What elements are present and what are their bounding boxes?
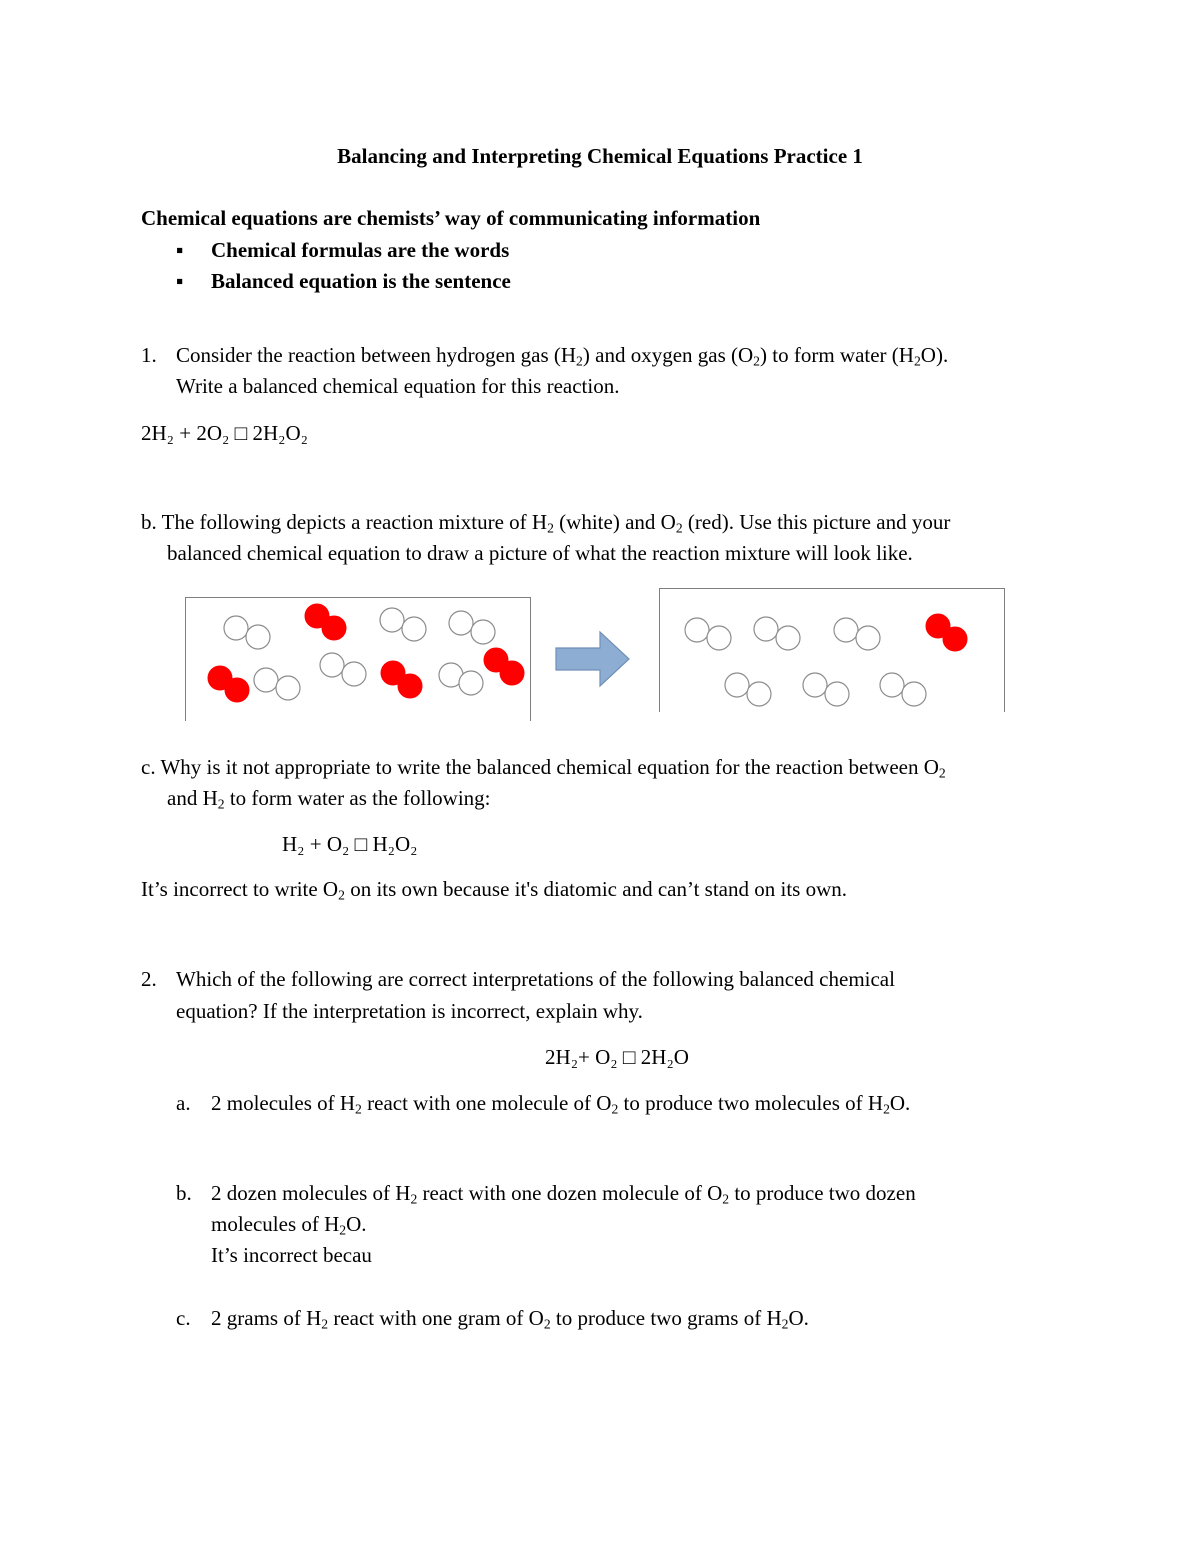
h2-molecule	[224, 616, 270, 649]
h2-molecule	[880, 673, 926, 706]
q1-answer: 2H₂ + 2O₂ □ 2H₂O₂	[141, 421, 308, 445]
h2-molecule	[685, 618, 731, 650]
q2b-text: 2 dozen molecules of $H_2$ react with one dozen molecule of $O_2$ to produce two dozen	[211, 1181, 916, 1207]
h2-molecule	[449, 611, 495, 644]
q2a-text: 2 molecules of $H_2$ react with one molecule of $O_2$ to produce two molecules of $H_2O$.	[211, 1091, 911, 1117]
h2-molecule	[320, 653, 366, 686]
q2a-label: a.	[176, 1091, 191, 1115]
o2-molecule	[305, 604, 346, 640]
bullet-icon: ▪	[176, 238, 184, 262]
q2-equation: 2H₂+ O₂ □ 2H₂O	[545, 1045, 689, 1069]
q1c-answer: It’s incorrect to write $O_2$ on its own because it's diatomic and can’t stand on its own.	[141, 877, 847, 903]
q1b-line-2: balanced chemical equation to draw a picture of what the reaction mixture will look like.	[167, 541, 913, 565]
q2c-text: 2 grams of $H_2$ react with one gram of $O_2$ to produce two grams of $H_2O$.	[211, 1306, 809, 1332]
intro-heading: Chemical equations are chemists’ way of communicating information	[141, 206, 761, 230]
h2-molecule	[254, 668, 300, 700]
q1b-line-1: b. The following depicts a reaction mixture of $H_2$ (white) and $O_2$ (red). Use this picture and your	[141, 510, 951, 536]
h2-molecule	[834, 618, 880, 650]
q2b-line-2: molecules of $H_2O$.	[211, 1212, 367, 1238]
o2-molecule	[208, 666, 249, 702]
o2-molecule	[484, 648, 524, 685]
h2-molecule	[380, 608, 426, 641]
q1-line-1: Consider the reaction between hydrogen gas $(H_2)$ and oxygen gas $(O_2)$ to form water $(H_2O)$.	[176, 343, 949, 369]
page-title: Balancing and Interpreting Chemical Equations Practice 1	[337, 144, 863, 168]
q2-line-2: equation? If the interpretation is incorrect, explain why.	[176, 999, 643, 1023]
h2-molecule	[439, 663, 483, 695]
intro-bullet-1: Chemical formulas are the words	[211, 238, 510, 262]
q2c-label: c.	[176, 1306, 191, 1330]
q2b-label: b.	[176, 1181, 192, 1205]
q1-line-2: Write a balanced chemical equation for this reaction.	[176, 374, 620, 398]
o2-molecule	[381, 661, 422, 698]
h2-molecule	[803, 673, 849, 706]
q1c-line-1: c. Why is it not appropriate to write the balanced chemical equation for the reaction between $O_2$	[141, 755, 946, 781]
q1c-equation: H₂ + O₂ □ H₂O₂	[282, 832, 418, 856]
h2-molecule	[754, 617, 800, 650]
q2b-answer: It’s incorrect becau	[211, 1243, 372, 1267]
q1c-line-2: and $H_2$ to form water as the following:	[167, 786, 491, 812]
q2-number: 2.	[141, 967, 157, 991]
reaction-diagram	[0, 0, 1200, 760]
q2-line-1: Which of the following are correct interpretations of the following balanced chemical	[176, 967, 895, 991]
right-arrow-icon	[556, 632, 629, 686]
o2-molecule	[926, 614, 967, 651]
q1-number: 1.	[141, 343, 157, 367]
h2-molecule	[725, 673, 771, 706]
bullet-icon: ▪	[176, 269, 184, 293]
intro-bullet-2: Balanced equation is the sentence	[211, 269, 511, 293]
